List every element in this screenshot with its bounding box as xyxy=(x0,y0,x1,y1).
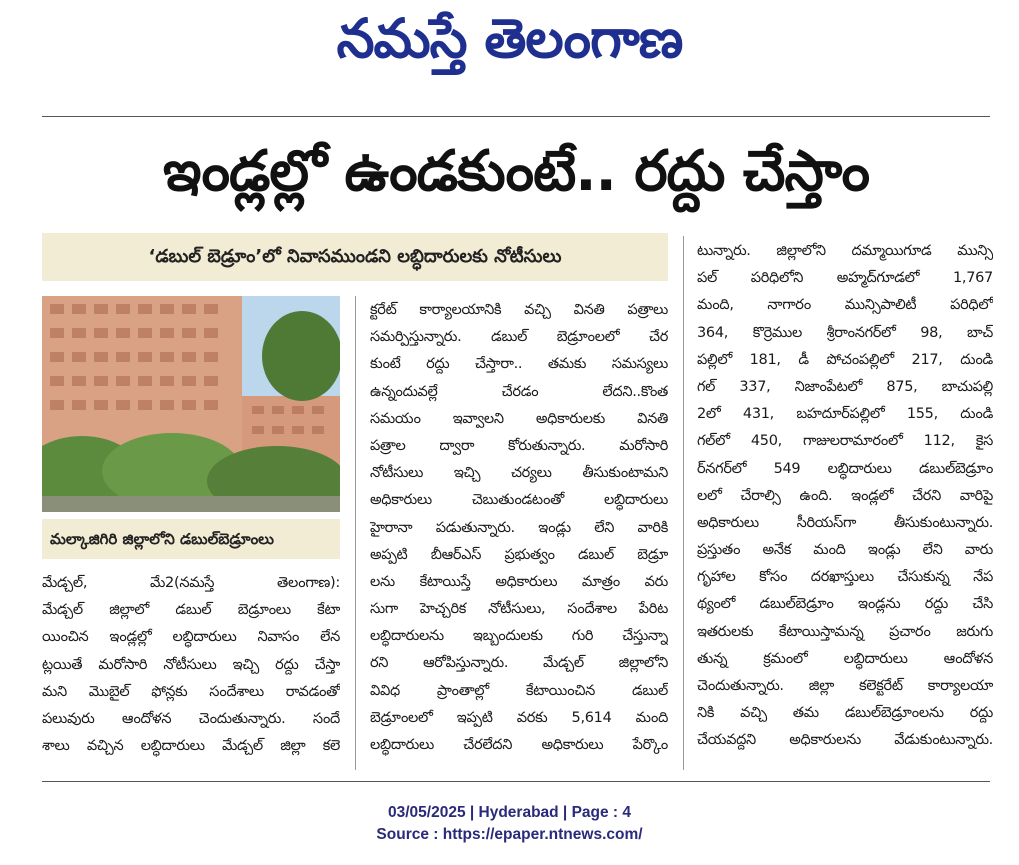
text-line: గల్ 337, నిజాంపేటలో 875, బాచుపల్లి xyxy=(697,378,993,395)
text-line: పలువురు ఆందోళన చెందుతున్నారు. సందే xyxy=(42,710,340,727)
text-line: ర్‌నగర్‌లో 549 లబ్ధిదారులు డబుల్‌బెడ్రూం xyxy=(697,460,993,477)
text-line: క్టరేట్ కార్యాలయానికి వచ్చి వినతి పత్రాలు xyxy=(370,302,668,318)
text-line: మని మొబైల్ ఫోన్లకు సందేశాలు రావడంతో xyxy=(42,683,340,700)
article-column-3 xyxy=(697,238,993,755)
text-line: లబ్ధిదారులను ఇబ్బందులకు గురి చేస్తున్నా xyxy=(370,628,668,645)
text-line: లను కేటాయిస్తే అధికారులు మాత్రం వరు xyxy=(370,573,668,590)
text-line: 364, కొర్రెముల శ్రీరాంనగర్‌లో 98, బాచ్ xyxy=(697,324,993,341)
newspaper-masthead: నమస్తే తెలంగాణ xyxy=(336,7,683,70)
text-line: పత్రాల ద్వారా కోరుతున్నారు. మరోసారి xyxy=(370,437,668,454)
top-divider xyxy=(42,116,990,117)
text-line: సుగా హెచ్చరిక నోటీసులు, సందేశాల పేరిట xyxy=(370,601,668,618)
text-line: టున్నారు. జిల్లాలోని దమ్మాయిగూడ మున్సి xyxy=(697,243,993,259)
text-line: 2లో 431, బహదూర్‌పల్లిలో 155, దుండి xyxy=(697,406,993,423)
column-divider xyxy=(355,296,356,770)
text-line: ట్లయితే మరోసారి నోటీసులు ఇచ్చి రద్దు చేస్తా xyxy=(42,656,340,673)
article-photo xyxy=(42,296,340,512)
text-line: గృహాల కోసం దరఖాస్తులు చేసుకున్న నేప xyxy=(697,569,993,586)
edition-info: 03/05/2025 | Hyderabad | Page : 4 xyxy=(387,804,632,821)
text-line: లలో చేరాల్సి ఉంది. ఇండ్లలో చేరని వారిపై xyxy=(697,487,993,504)
text-line: గల్‌లో 450, గాజులరామారంలో 112, కైస xyxy=(697,433,993,450)
text-line: చెందుతున్నారు. జిల్లా కలెక్టరేట్ కార్యాలయా xyxy=(697,678,993,694)
text-line: శాలు వచ్చిన లబ్ధిదారులు మేడ్చల్ జిల్లా కలె xyxy=(42,738,340,755)
column-divider xyxy=(683,236,684,770)
text-line: బెడ్రూంలలో ఇప్పటి వరకు 5,614 మంది xyxy=(370,709,668,726)
source-link[interactable]: Source : https://epaper.ntnews.com/ xyxy=(376,826,643,843)
text-line: మేడ్చల్, మే2(నమస్తే తెలంగాణ): xyxy=(42,575,340,591)
text-line: రని ఆరోపిస్తున్నారు. మేడ్చల్ జిల్లాలోని xyxy=(370,655,668,672)
text-line: పల్లిలో 181, డీ పోచంపల్లిలో 217, దుండి xyxy=(697,351,993,368)
text-line: నోటీసులు ఇచ్చి చర్యలు తీసుకుంటామని xyxy=(370,465,668,482)
text-line: చేయవద్దని అధికారులను వేడుకుంటున్నారు. xyxy=(697,732,993,749)
text-line: పల్ పరిధిలోని అహ్మద్‌గూడలో 1,767 xyxy=(697,270,993,287)
bottom-divider xyxy=(42,781,990,782)
text-line: మేడ్చల్ జిల్లాలో డబుల్ బెడ్రూంలు కేటా xyxy=(42,602,340,619)
text-line: అధికారులు చెబుతుండటంతో లబ్ధిదారులు xyxy=(370,492,668,509)
article-headline: ఇండ్లల్లో ఉండకుంటే.. రద్దు చేస్తాం xyxy=(162,139,870,204)
text-line: కుంటే రద్దు చేస్తారా.. తమకు సమస్యలు xyxy=(370,356,668,373)
text-line: మంది, నాగారం మున్సిపాలిటీ పరిధిలో xyxy=(697,297,993,314)
text-line: సమర్పిస్తున్నారు. డబుల్ బెడ్రూంలలో చేర xyxy=(370,329,668,346)
apartment-building-image xyxy=(42,296,340,512)
text-line: యించిన ఇండ్లల్లో లబ్ధిదారులు నివాసం లేన xyxy=(42,629,340,646)
article-kicker: ‘డబుల్ బెడ్రూం’లో నివాసముండని లబ్ధిదారులకు నోటీసులు xyxy=(42,233,668,281)
text-line: ప్రస్తుతం అనేక మంది ఇండ్లు లేని వారు xyxy=(697,542,993,559)
text-line: హైరానా పడుతున్నారు. ఇండ్లు లేని వారికి xyxy=(370,519,668,536)
text-line: లబ్ధిదారులు చేరలేదని అధికారులు పేర్కొం xyxy=(370,737,668,753)
text-line: తున్న క్రమంలో లబ్ధిదారులు ఆందోళన xyxy=(697,650,993,667)
photo-caption: మల్కాజిగిరి జిల్లాలోని డబుల్‌బెడ్రూంలు xyxy=(42,519,340,559)
text-line: నికి వచ్చి తమ డబుల్‌బెడ్రూంలను రద్దు xyxy=(697,705,993,722)
text-line: వివిధ ప్రాంతాల్లో కేటాయించిన డబుల్ xyxy=(370,682,668,699)
text-line: సమయం ఇవ్వాలని అధికారులకు వినతి xyxy=(370,410,668,427)
text-line: థ్యంలో డబుల్‌బెడ్రూం ఇండ్లను రద్దు చేసి xyxy=(697,596,993,613)
article-column-1 xyxy=(42,570,340,760)
text-line: ఇతరులకు కేటాయిస్తామన్న ప్రచారం జరుగు xyxy=(697,623,993,640)
text-line: ఉన్నందువల్లే చేరడం లేదని..కొంత xyxy=(370,383,668,400)
text-line: అధికారులు సీరియస్‌గా తీసుకుంటున్నారు. xyxy=(697,514,993,531)
article-column-2 xyxy=(370,297,668,759)
text-line: అప్పటి బీఆర్ఎస్ ప్రభుత్వం డబుల్ బెడ్రూ xyxy=(370,546,668,563)
